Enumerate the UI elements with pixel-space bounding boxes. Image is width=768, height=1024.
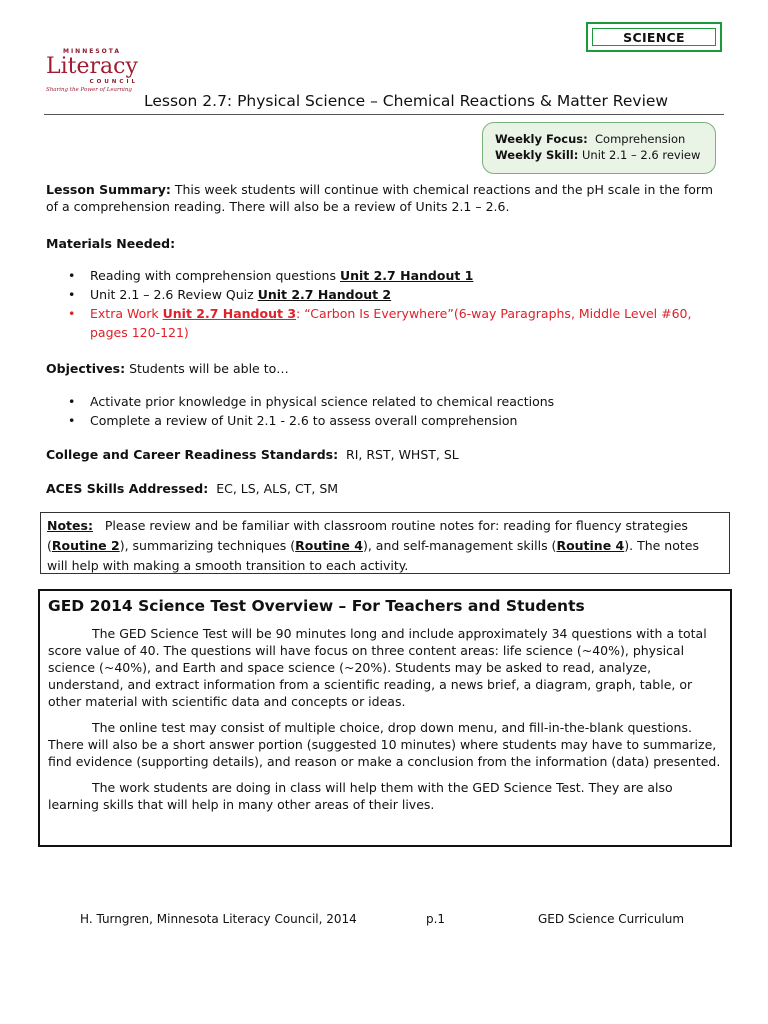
weekly-skill-line [495,147,703,163]
weekly-focus-box [482,122,716,174]
handout-1-link[interactable]: Unit 2.7 Handout 1 [339,268,474,283]
title-divider [44,114,724,115]
weekly-focus-line [495,131,703,147]
ged-overview-box [38,589,732,847]
aces-value: EC, LS, ALS, CT, SM [216,481,339,496]
ged-paragraph: The online test may consist of multiple choice, drop down menu, and fill-in-the-blank questions. There will also be a short answer portion (suggested 10 minutes) where students may have to summarize, find evidence (supporting details), and reason or make a conclusion from the information (data) presented. [48,720,721,769]
logo-top-text: MINNESOTA [62,48,122,55]
list-item: • Reading with comprehension questions Unit 2.7 Handout 1 [46,266,722,285]
ged-paragraph: The work students are doing in class will help them with the GED Science Test. They are also learning skills that will help in many other areas of their lives. [48,780,673,812]
list-item: • Extra Work Unit 2.7 Handout 3: “Carbon Is Everywhere”(6-way Paragraphs, Middle Level #60, pages 120-121) [46,304,722,342]
routine-2-link[interactable]: Routine 2 [51,538,120,553]
routine-4-link-2[interactable]: Routine 4 [556,538,625,553]
literacy-council-logo [46,48,138,110]
footer-curriculum: GED Science Curriculum [538,912,685,926]
weekly-skill-label: Weekly Skill: [495,148,579,162]
aces-skills [46,480,338,497]
subject-badge [586,22,722,52]
lesson-summary-text: This week students will continue with chemical reactions and the pH scale in the form of a comprehension reading. There will also be a review of Units 2.1 – 2.6. [46,182,713,214]
weekly-skill-value: Unit 2.1 – 2.6 review [581,148,701,162]
objectives-intro: Students will be able to… [129,361,289,376]
weekly-focus-label: Weekly Focus: [495,132,588,146]
lesson-summary [46,181,722,215]
ged-overview-title: GED 2014 Science Test Overview – For Teachers and Students [48,597,585,615]
objectives [46,360,289,377]
list-item: • Activate prior knowledge in physical science related to chemical reactions [46,392,722,411]
lesson-summary-label: Lesson Summary: [46,182,171,197]
handout-2-link[interactable]: Unit 2.7 Handout 2 [257,287,392,302]
materials-heading: Materials Needed: [46,236,176,251]
objectives-label: Objectives: [46,361,126,376]
materials-list [46,266,722,342]
notes-label: Notes: [47,518,93,533]
logo-tagline: Sharing the Power of Learning [46,87,132,93]
logo-bottom-text: COUNCIL [89,79,138,85]
list-item: • Complete a review of Unit 2.1 - 2.6 to assess overall comprehension [46,411,722,430]
handout-3-link[interactable]: Unit 2.7 Handout 3 [162,306,297,321]
footer-page-number: p.1 [426,912,446,926]
objectives-list [46,392,722,430]
list-item: • Unit 2.1 – 2.6 Review Quiz Unit 2.7 Handout 2 [46,285,722,304]
weekly-focus-value: Comprehension [595,132,686,146]
notes-box: Notes: Please review and be familiar with classroom routine notes for: reading for fluency strategies (Routine 2), summarizing techniques (Routine 4), and self-management skills (Routine 4). The notes will help with making a smooth transition to each activity. [40,512,730,574]
subject-badge-label: SCIENCE [592,28,716,46]
standards-label: College and Career Readiness Standards: [46,447,339,462]
lesson-title: Lesson 2.7: Physical Science – Chemical Reactions & Matter Review [144,92,669,110]
readiness-standards [46,446,459,463]
aces-label: ACES Skills Addressed: [46,481,209,496]
routine-4-link[interactable]: Routine 4 [295,538,363,553]
ged-paragraph: The GED Science Test will be 90 minutes long and include approximately 34 questions with a total score value of 40. The questions will have focus on three content areas: life science (~40%), physical science (~40%), and Earth and space science (~20%). Students may be asked to read, analyze, understand, and extract information from a scientific reading, a news brief, a diagram, graph, table, or other material with scientific data and concepts or ideas. [48,626,707,709]
footer-author: H. Turngren, Minnesota Literacy Council, 2014 [80,912,357,926]
standards-value: RI, RST, WHST, SL [346,447,459,462]
logo-main-text: Literacy [46,54,138,79]
